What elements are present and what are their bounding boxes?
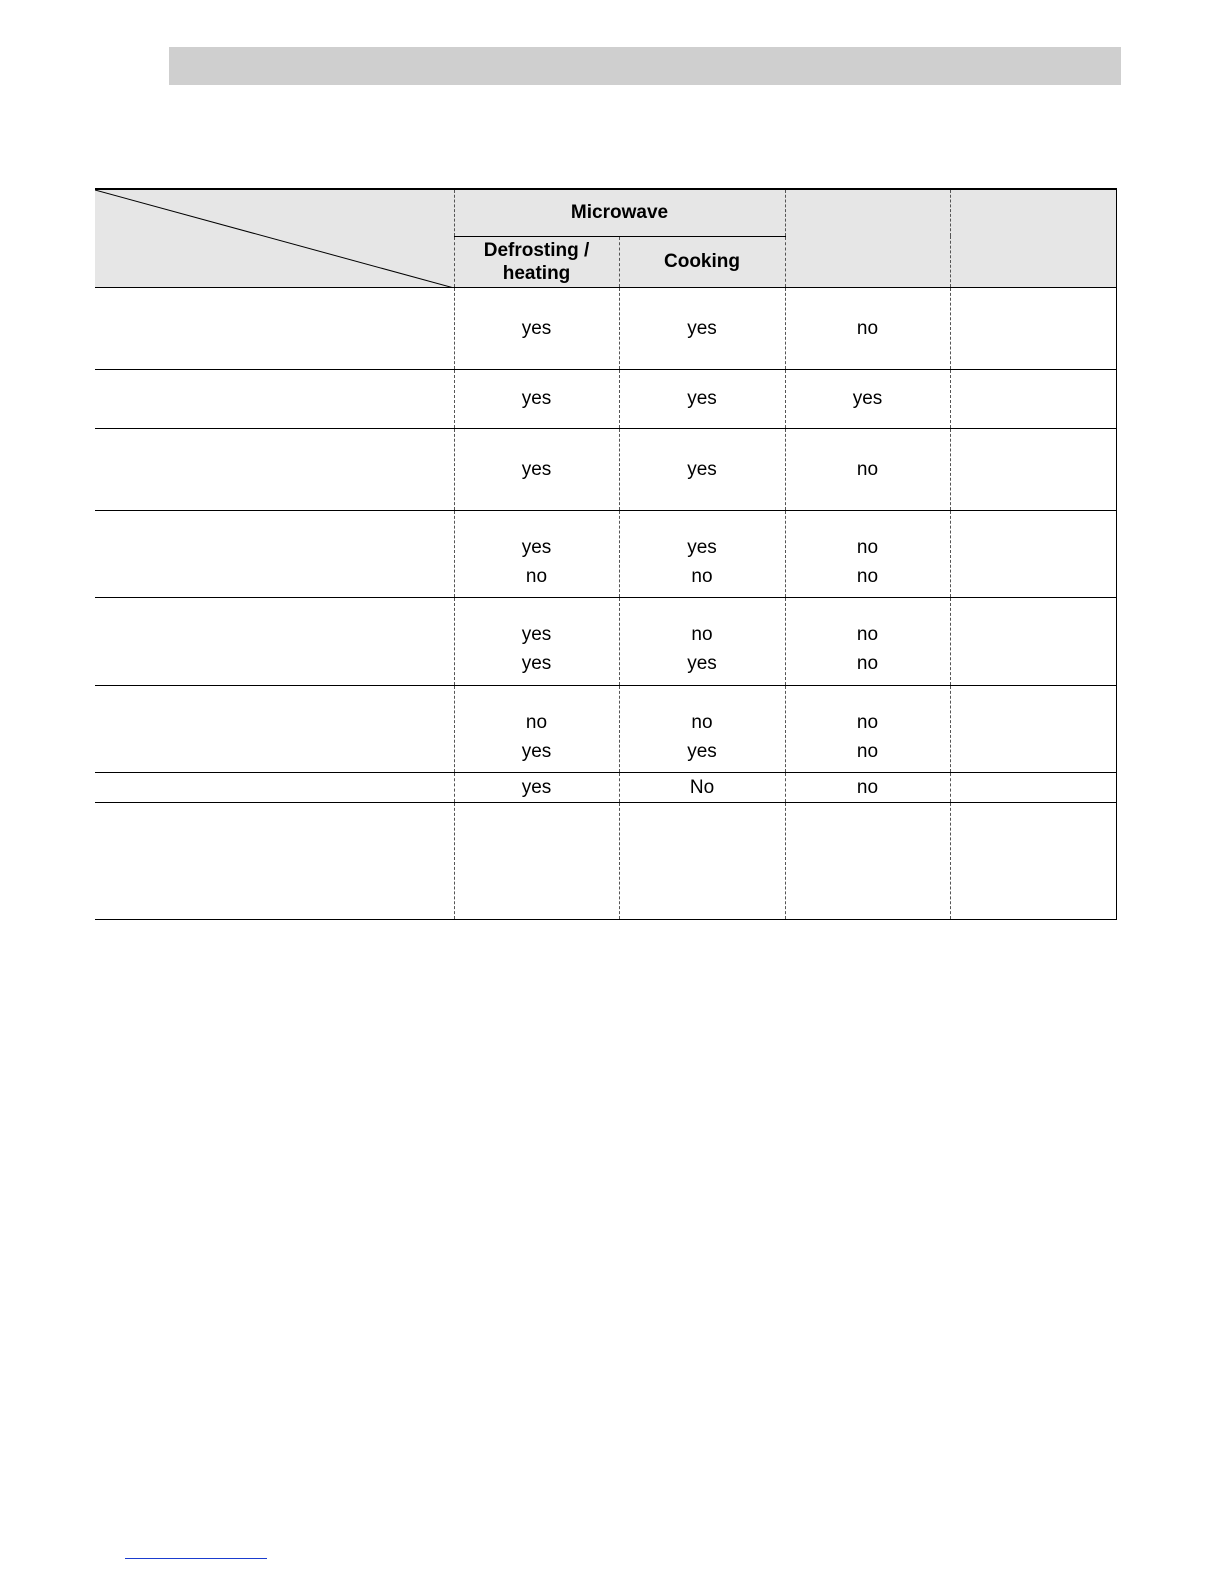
- table-body: [95, 287, 1116, 919]
- row-label-cell: [95, 287, 454, 369]
- third-column-cell: [785, 428, 950, 510]
- footer-rule: [125, 1558, 267, 1559]
- table-row: [95, 772, 1116, 802]
- corner-header-cell: [95, 189, 454, 287]
- microwave-group-header: Microwave: [454, 189, 785, 236]
- cooking-cell: [619, 597, 785, 685]
- last-column-cell: [950, 685, 1116, 772]
- row-label-cell: [95, 369, 454, 428]
- table-row: [95, 287, 1116, 369]
- row-label-cell: [95, 772, 454, 802]
- cell-value: no: [525, 711, 548, 733]
- defrosting-cell: [454, 510, 619, 597]
- table-row: [95, 685, 1116, 772]
- third-column-cell: [785, 772, 950, 802]
- cell-value: no: [856, 317, 879, 339]
- last-column-cell: [950, 802, 1116, 919]
- cell-value: yes: [687, 317, 717, 339]
- row-label-cell: [95, 428, 454, 510]
- cell-value: no: [856, 740, 879, 762]
- last-column-cell: [950, 510, 1116, 597]
- defrosting-cell: [454, 287, 619, 369]
- cooking-cell: [619, 510, 785, 597]
- cell-value: yes: [521, 458, 552, 480]
- cell-value: yes: [687, 458, 717, 480]
- cell-value: yes: [687, 388, 717, 409]
- defrosting-cell: [454, 369, 619, 428]
- cell-value: no: [525, 565, 548, 587]
- cooking-header: Cooking: [619, 236, 785, 287]
- defrosting-heating-header: Defrosting / heating: [454, 236, 619, 287]
- cell-value: no: [856, 653, 879, 674]
- cooking-cell: [619, 802, 785, 919]
- table-row: [95, 510, 1116, 597]
- cell-value: no: [691, 624, 713, 645]
- table-row: [95, 369, 1116, 428]
- cell-value: yes: [687, 740, 717, 762]
- third-column-cell: [785, 369, 950, 428]
- cooking-cell: [619, 369, 785, 428]
- cooking-cell: [619, 287, 785, 369]
- cooking-cell: [619, 428, 785, 510]
- cell-value: yes: [852, 388, 883, 409]
- cell-value: yes: [687, 653, 717, 674]
- header-blank-cell: [785, 189, 950, 287]
- cell-value: yes: [687, 536, 717, 558]
- cooking-cell: [619, 772, 785, 802]
- header-blank-cell-last: [950, 189, 1116, 287]
- table-row: [95, 597, 1116, 685]
- defrosting-cell: [454, 428, 619, 510]
- table-row: [95, 802, 1116, 919]
- cell-value: no: [856, 624, 879, 645]
- third-column-cell: [785, 287, 950, 369]
- cell-value: yes: [521, 653, 552, 674]
- third-column-cell: [785, 685, 950, 772]
- cell-value: yes: [521, 536, 552, 558]
- defrosting-cell: [454, 685, 619, 772]
- last-column-cell: [950, 428, 1116, 510]
- cell-value: No: [689, 776, 715, 798]
- cell-value: no: [856, 458, 879, 480]
- row-label-cell: [95, 510, 454, 597]
- last-column-cell: [950, 369, 1116, 428]
- cell-value: no: [691, 565, 713, 587]
- cell-value: yes: [521, 776, 552, 798]
- last-column-cell: [950, 597, 1116, 685]
- row-label-cell: [95, 597, 454, 685]
- cell-value: no: [691, 711, 713, 733]
- row-label-cell: [95, 802, 454, 919]
- last-column-cell: [950, 772, 1116, 802]
- table-row: [95, 428, 1116, 510]
- top-header-band: [169, 47, 1121, 85]
- cell-value: yes: [521, 740, 552, 762]
- cell-value: yes: [521, 317, 552, 339]
- compatibility-table: [95, 188, 1117, 920]
- defrosting-cell: [454, 597, 619, 685]
- cell-value: yes: [521, 624, 552, 645]
- cell-value: no: [856, 565, 879, 587]
- cooking-cell: [619, 685, 785, 772]
- cell-value: no: [856, 776, 879, 798]
- last-column-cell: [950, 287, 1116, 369]
- third-column-cell: [785, 510, 950, 597]
- diagonal-divider: [95, 190, 454, 288]
- defrosting-cell: [454, 772, 619, 802]
- cell-value: yes: [521, 388, 552, 409]
- third-column-cell: [785, 802, 950, 919]
- defrosting-cell: [454, 802, 619, 919]
- third-column-cell: [785, 597, 950, 685]
- cell-value: no: [856, 711, 879, 733]
- row-label-cell: [95, 685, 454, 772]
- cell-value: no: [856, 536, 879, 558]
